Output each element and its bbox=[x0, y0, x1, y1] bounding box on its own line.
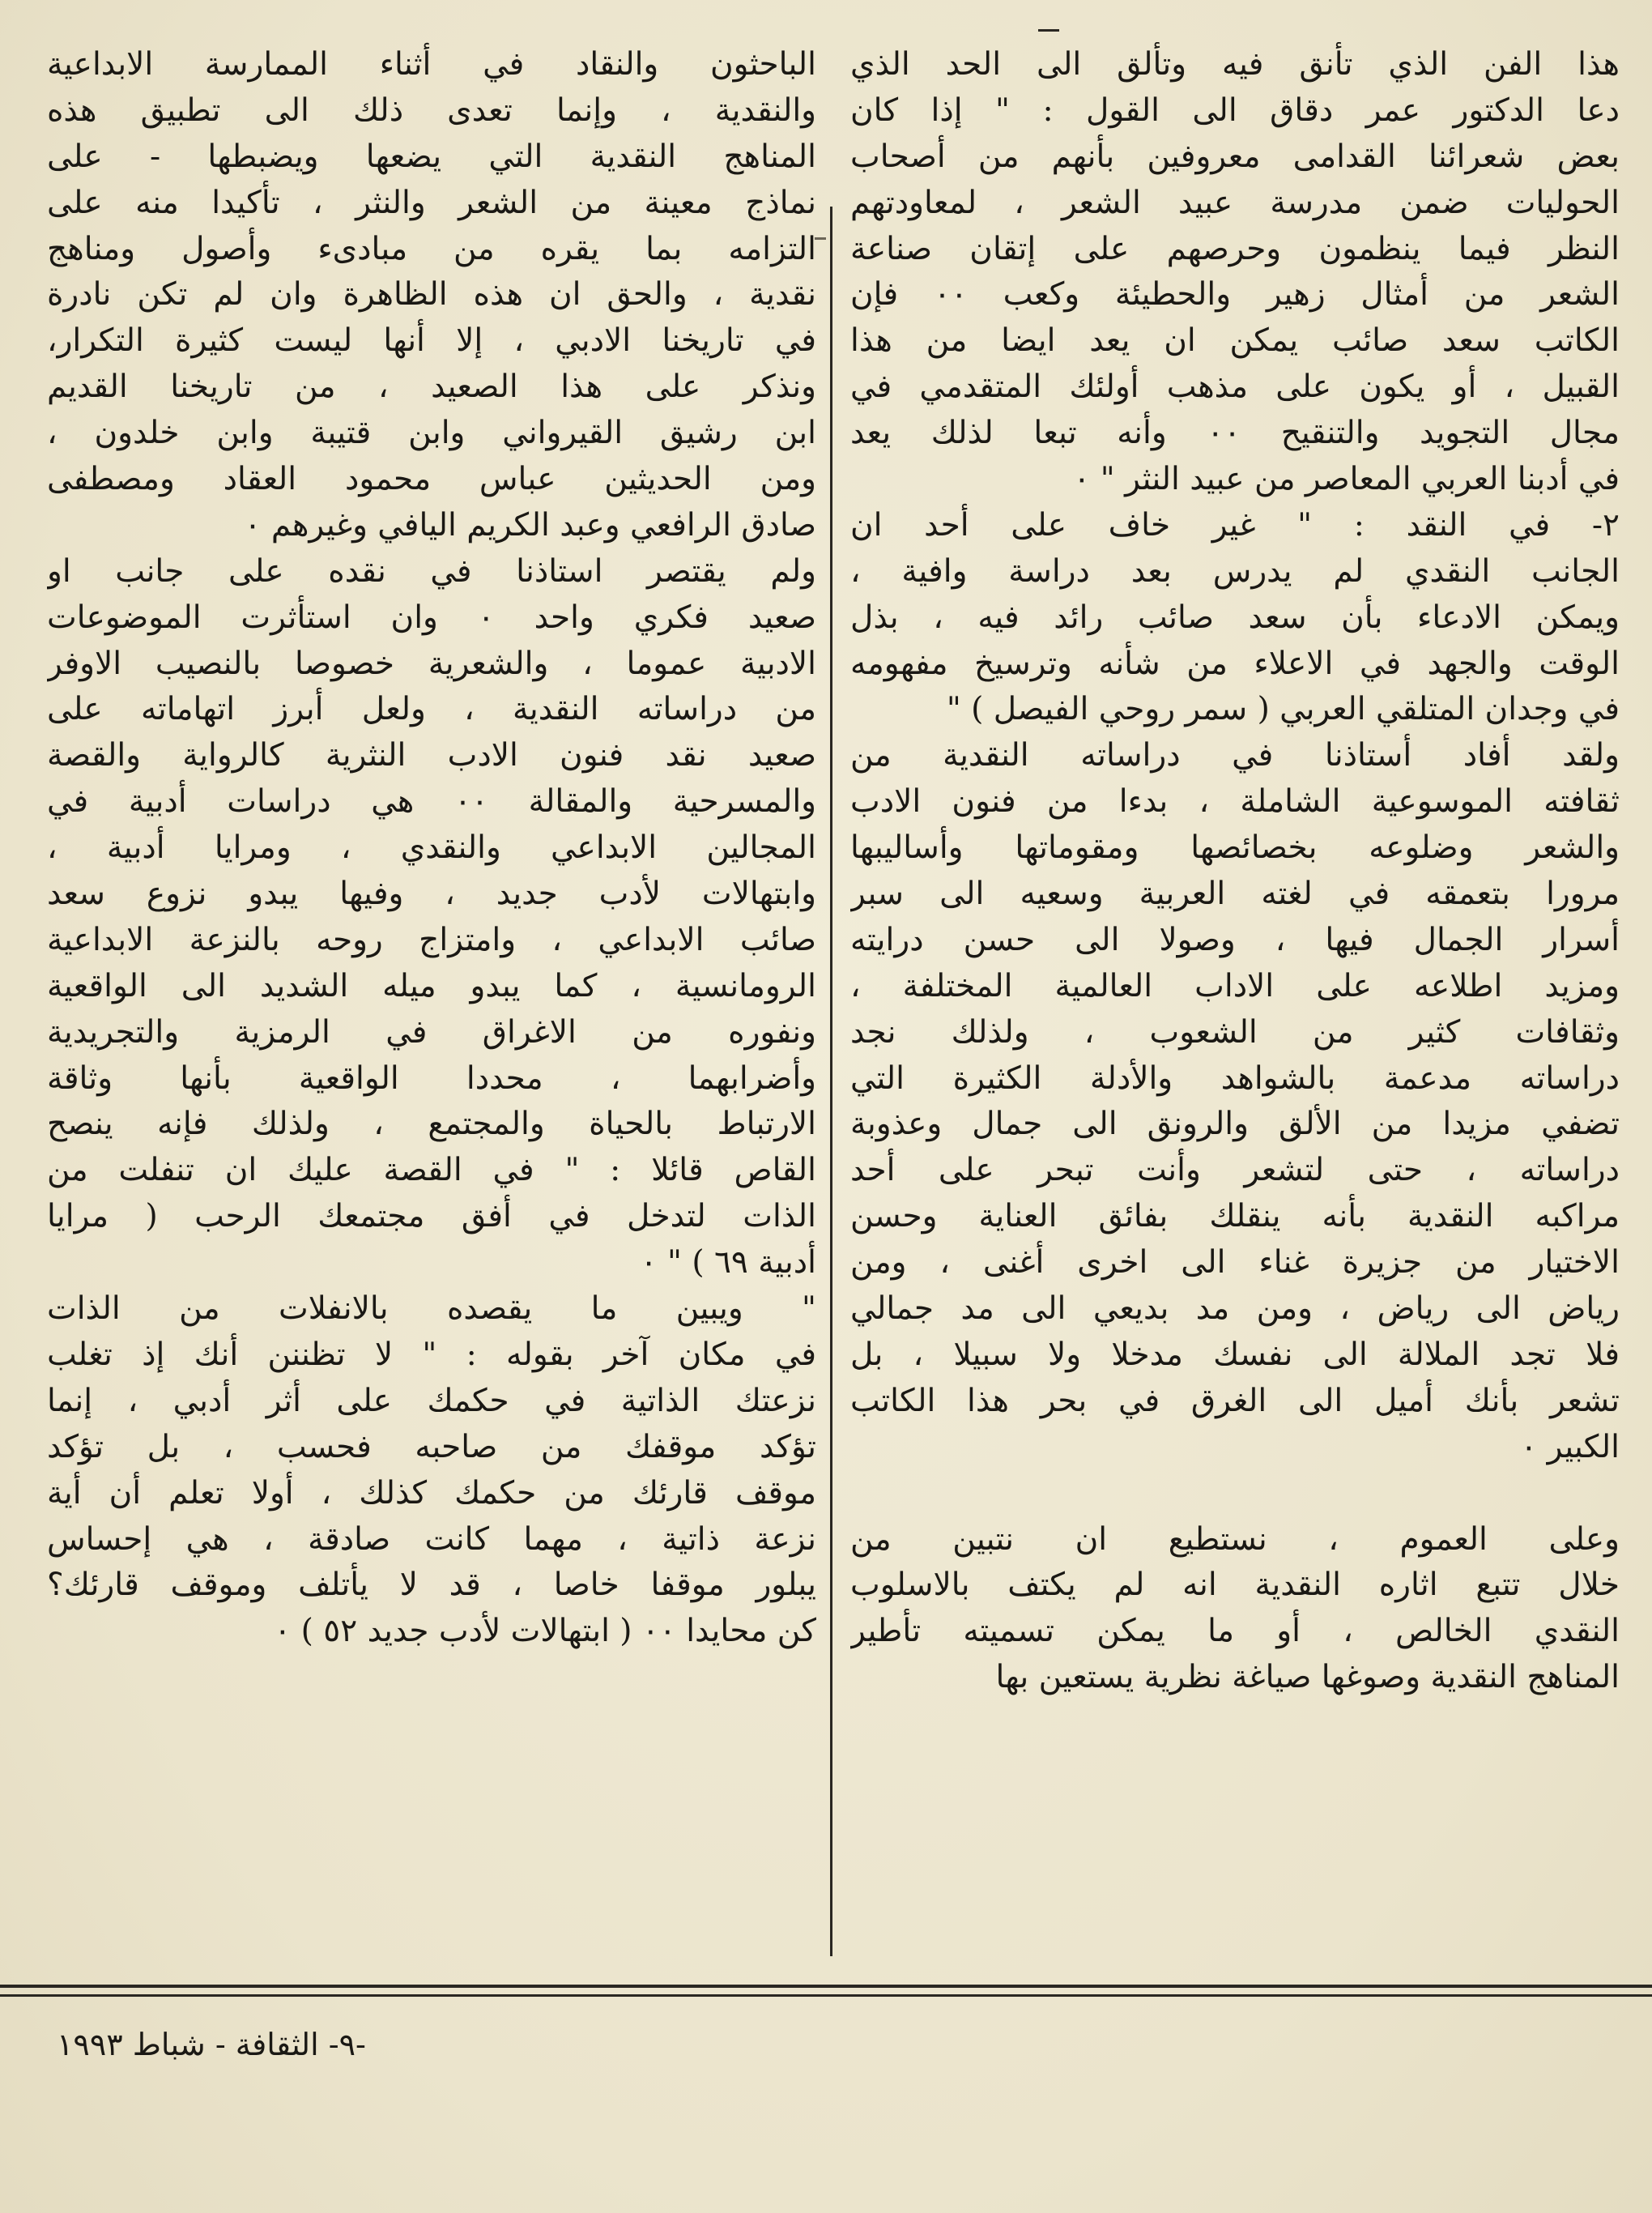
text-line: الجانب النقدي لم يدرس بعد دراسة وافية ، bbox=[850, 552, 1620, 590]
text-line: بعض شعرائنا القدامى معروفين بأنهم من أصحاب bbox=[850, 138, 1620, 175]
text-line: تشعر بأنك أميل الى الغرق في بحر هذا الكاتب bbox=[850, 1382, 1620, 1419]
text-line: والنقدية ، وإنما تعدى ذلك الى تطبيق هذه bbox=[47, 92, 816, 129]
text-line: موقف قارئك من حكمك كذلك ، أولا تعلم أن أية bbox=[47, 1474, 816, 1512]
text-line: دراساته ، حتى لتشعر وأنت تبحر على أحد bbox=[850, 1152, 1620, 1189]
text-line: الاختيار من جزيرة غناء الى اخرى أغنى ، ومن bbox=[850, 1244, 1620, 1281]
text-line bbox=[850, 1471, 1620, 1517]
text-line: الرومانسية ، كما يبدو ميله الشديد الى الواقعية bbox=[47, 967, 816, 1004]
text-line: ولقد أفاد أستاذنا في دراساته النقدية من bbox=[850, 737, 1620, 774]
text-line: مراكبه النقدية بأنه ينقلك بفائق العناية وحسن bbox=[850, 1198, 1620, 1235]
text-line: أسرار الجمال فيها ، وصولا الى حسن درايته bbox=[850, 921, 1620, 958]
text-line: ونفوره من الاغراق في الرمزية والتجريدية bbox=[47, 1013, 816, 1051]
text-line: وأضرابهما ، محددا الواقعية بأنها وثاقة bbox=[47, 1060, 816, 1097]
text-line: مجال التجويد والتنقيح ٠٠ وأنه تبعا لذلك يعد bbox=[850, 415, 1620, 452]
text-line: ونذكر على هذا الصعيد ، من تاريخنا القديم bbox=[47, 369, 816, 406]
text-line: كن محايدا ٠٠ ( ابتهالات لأدب جديد ٥٢ ) ٠ bbox=[274, 1613, 816, 1650]
text-line: ويمكن الادعاء بأن سعد صائب رائد فيه ، بذل bbox=[850, 599, 1620, 636]
footer-rule-bottom bbox=[0, 1994, 1652, 1997]
text-line: دراساته مدعمة بالشواهد والأدلة الكثيرة التي bbox=[850, 1060, 1620, 1097]
text-line: نزعتك الذاتية في حكمك على أثر أدبي ، إنما bbox=[47, 1382, 816, 1419]
text-line: صعيد نقد فنون الادب النثرية كالرواية والقصة bbox=[47, 737, 816, 774]
text-line: في أدبنا العربي المعاصر من عبيد النثر " ٠ bbox=[1073, 461, 1620, 498]
text-line: تؤكد موقفك من صاحبه فحسب ، بل تؤكد bbox=[47, 1428, 816, 1465]
page-footer: -٩- الثقافة - شباط ١٩٩٣ bbox=[57, 2027, 366, 2062]
text-line: الذات لتدخل في أفق مجتمعك الرحب ( مرايا bbox=[47, 1198, 816, 1235]
text-line: صعيد فكري واحد ٠ وان استأثرت الموضوعات bbox=[47, 599, 816, 636]
text-line: والشعر وضلوعه بخصائصها ومقوماتها وأساليبها bbox=[850, 829, 1620, 867]
text-line: خلال تتبع اثاره النقدية انه لم يكتف بالاسلوب bbox=[850, 1567, 1620, 1604]
text-line: في وجدان المتلقي العربي ( سمر روحي الفيصل ) " bbox=[946, 691, 1620, 728]
right-text-column bbox=[850, 42, 1620, 1701]
text-line: المناهج النقدية وصوغها صياغة نظرية يستعين بها bbox=[995, 1659, 1620, 1696]
text-line: من دراساته النقدية ، ولعل أبرز اتهاماته على bbox=[47, 691, 816, 728]
column-divider bbox=[830, 207, 832, 1956]
text-line: القبيل ، أو يكون على مذهب أولئك المتقدمي في bbox=[850, 369, 1620, 406]
text-line: فلا تجد الملالة الى نفسك مدخلا ولا سبيلا ، بل bbox=[850, 1336, 1620, 1373]
text-line: الادبية عموما ، والشعرية خصوصا بالنصيب الاوفر bbox=[47, 645, 816, 682]
text-line: النقدي الخالص ، أو ما يمكن تسميته تأطير bbox=[850, 1613, 1620, 1650]
text-line: وابتهالات لأدب جديد ، وفيها يبدو نزوع سعد bbox=[47, 876, 816, 913]
text-line: الكاتب سعد صائب يمكن ان يعد ايضا من هذا bbox=[850, 322, 1620, 360]
text-line: الكبير ٠ bbox=[1520, 1428, 1620, 1465]
text-line: النظر فيما ينظمون وحرصهم على إتقان صناعة bbox=[850, 230, 1620, 267]
text-line: ابن رشيق القيرواني وابن قتيبة وابن خلدون ، bbox=[47, 415, 816, 452]
text-line: الباحثون والنقاد في أثناء الممارسة الابداعية bbox=[47, 46, 816, 83]
text-line: " ويبين ما يقصده بالانفلات من الذات bbox=[47, 1290, 816, 1328]
text-line: نماذج معينة من الشعر والنثر ، تأكيدا منه على bbox=[47, 184, 816, 221]
text-line: المناهج النقدية التي يضعها ويضبطها - على bbox=[47, 138, 816, 175]
text-line: وعلى العموم ، نستطيع ان نتبين من bbox=[850, 1520, 1620, 1558]
text-line: ثقافته الموسوعية الشاملة ، بدءا من فنون الادب bbox=[850, 783, 1620, 821]
left-text-column bbox=[47, 42, 816, 1655]
text-line: مرورا بتعمقه في لغته العربية وسعيه الى سبر bbox=[850, 876, 1620, 913]
text-line: تضفي مزيدا من الألق والرونق الى جمال وعذوبة bbox=[850, 1106, 1620, 1143]
text-line: في تاريخنا الادبي ، إلا أنها ليست كثيرة التكرار، bbox=[47, 322, 816, 360]
footer-rule-top bbox=[0, 1985, 1652, 1988]
text-line: الارتباط بالحياة والمجتمع ، ولذلك فإنه ينصح bbox=[47, 1106, 816, 1143]
text-line: المجالين الابداعي والنقدي ، ومرايا أدبية ، bbox=[47, 829, 816, 867]
text-line: أدبية ٦٩ ) " ٠ bbox=[640, 1244, 816, 1281]
text-line: الحوليات ضمن مدرسة عبيد الشعر ، لمعاودتهم bbox=[850, 184, 1620, 221]
text-line: ومن الحديثين عباس محمود العقاد ومصطفى bbox=[47, 461, 816, 498]
text-line: في مكان آخر بقوله : " لا تظننن أنك إذ تغلب bbox=[47, 1336, 816, 1373]
text-line: ومزيد اطلاعه على الاداب العالمية المختلفة ، bbox=[850, 967, 1620, 1004]
text-line: رياض الى رياض ، ومن مد بديعي الى مد جمالي bbox=[850, 1290, 1620, 1328]
text-line: هذا الفن الذي تأنق فيه وتألق الى الحد الذي bbox=[850, 46, 1620, 83]
text-line: ٢- في النقد : " غير خاف على أحد ان bbox=[850, 506, 1620, 544]
stray-ink-mark bbox=[815, 237, 826, 240]
text-line: وثقافات كثير من الشعوب ، ولذلك نجد bbox=[850, 1013, 1620, 1051]
text-line: التزامه بما يقره من مبادىء وأصول ومناهج bbox=[47, 230, 816, 267]
top-mark bbox=[1038, 29, 1059, 32]
text-line: يبلور موقفا خاصا ، قد لا يأتلف وموقف قارئك؟ bbox=[47, 1567, 816, 1604]
text-line: صادق الرافعي وعبد الكريم اليافي وغيرهم ٠ bbox=[244, 506, 816, 544]
text-line: دعا الدكتور عمر دقاق الى القول : " إذا كان bbox=[850, 92, 1620, 129]
text-line: صائب الابداعي ، وامتزاج روحه بالنزعة الابداعية bbox=[47, 921, 816, 958]
text-line: ولم يقتصر استاذنا في نقده على جانب او bbox=[47, 552, 816, 590]
text-line: القاص قائلا : " في القصة عليك ان تنفلت من bbox=[47, 1152, 816, 1189]
text-line: الوقت والجهد في الاعلاء من شأنه وترسيخ مفهومه bbox=[850, 645, 1620, 682]
text-line: والمسرحية والمقالة ٠٠ هي دراسات أدبية في bbox=[47, 783, 816, 821]
text-line: الشعر من أمثال زهير والحطيئة وكعب ٠٠ فإن bbox=[850, 276, 1620, 313]
text-line: نقدية ، والحق ان هذه الظاهرة وان لم تكن نادرة bbox=[47, 276, 816, 313]
text-line: نزعة ذاتية ، مهما كانت صادقة ، هي إحساس bbox=[47, 1520, 816, 1558]
